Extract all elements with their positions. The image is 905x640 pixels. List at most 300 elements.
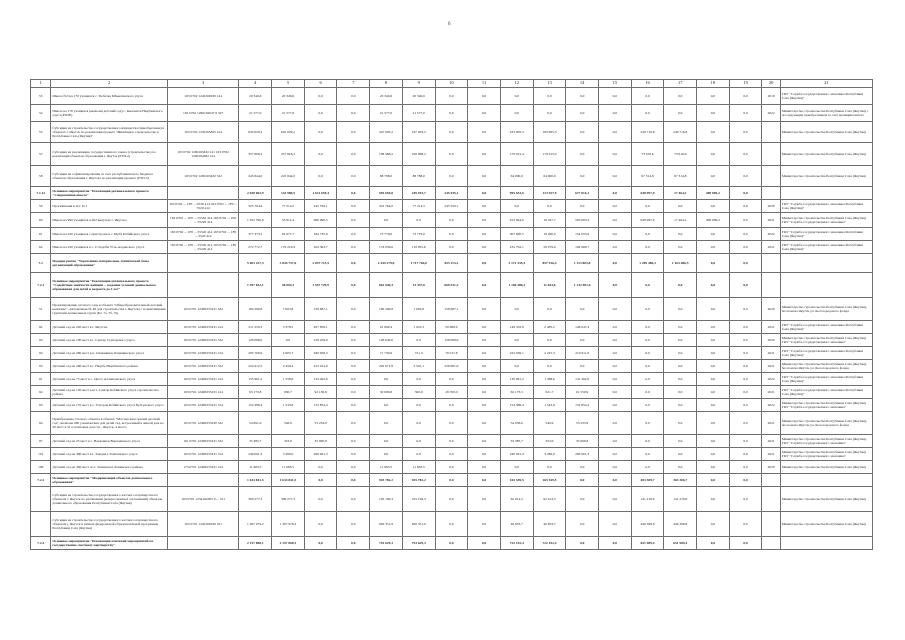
object-name-cell: Детский сад на 155 мест в с. Топорок Кобяйского улуса Булгунского улуса — [51, 399, 167, 412]
executor-cell: Министерство строительства Республики Саха (Якутия) — [780, 487, 872, 512]
amount-cell: 0,0 — [337, 122, 370, 143]
amount-cell: 17 464,2 — [664, 187, 697, 200]
amount-cell: 160 290,8 — [370, 298, 403, 321]
object-name-cell: Детский сад на 75 мест в с. Оргот Аллаиховского улуса — [51, 373, 167, 386]
amount-cell: 307 600,5 — [500, 228, 533, 241]
table-row — [31, 143, 873, 166]
object-name-cell: Субсидия на строительство государственного частного партнерства по объектам г. Якутск по реализации (концессионных соглашений) объектов дошкольного образования Республики Саха (Якутия) — [51, 487, 167, 512]
amount-cell: 0,0 — [337, 88, 370, 105]
table-row — [31, 386, 873, 399]
amount-cell: 0,0 — [566, 360, 599, 373]
amount-cell: 651 989,4 — [631, 537, 664, 550]
amount-cell: 377 373,5 — [239, 228, 272, 241]
amount-cell: 64 000,0 — [500, 166, 533, 187]
amount-cell: 0,0 — [598, 273, 631, 298]
amount-cell: 0,0 — [435, 512, 468, 537]
amount-cell: 266 901,3 — [304, 448, 337, 461]
object-name-cell: Основное мероприятие "Реализация регионального проекта "Содействие занятости женщин – создание условий дошкольного образования для детей в возрасте до 3 лет" — [51, 273, 167, 298]
amount-cell: 1 717 764,0 — [402, 254, 435, 273]
amount-cell: 0,0 — [500, 88, 533, 105]
amount-cell: 0,0 — [598, 487, 631, 512]
object-name-cell: Основное мероприятие "Реализация платежей мероприятий по государственно-частному партнерству" — [51, 537, 167, 550]
amount-cell: 77 214,5 — [402, 200, 435, 213]
amount-cell: 0,0 — [697, 386, 730, 399]
amount-cell: 128 088,0 — [239, 334, 272, 347]
amount-cell: 0,0 — [664, 461, 697, 474]
year-cell: 2021 — [762, 412, 780, 435]
amount-cell: 0,0 — [402, 399, 435, 412]
row-number-cell: 7.2.2 — [31, 474, 51, 487]
amount-cell: 0,0 — [435, 435, 468, 448]
year-cell: 2021 — [762, 213, 780, 228]
amount-cell: 245 550,1 — [304, 200, 337, 213]
amount-cell: 0,0 — [664, 88, 697, 105]
amount-cell: 0,0 — [500, 105, 533, 122]
amount-cell: 722 192,4 — [533, 537, 566, 550]
amount-cell: 1 543,8 — [272, 399, 305, 412]
amount-cell: 753 629,3 — [370, 537, 403, 550]
amount-cell: 446 398,8 — [631, 512, 664, 537]
amount-cell: 0,0 — [664, 298, 697, 321]
row-number-cell: 93 — [31, 334, 51, 347]
budget-code-cell: 163 0702 1290162047 0 327 — [167, 105, 239, 122]
amount-cell: 0,0 — [402, 448, 435, 461]
amount-cell: 0,0 — [304, 512, 337, 537]
amount-cell: 353,9 — [533, 435, 566, 448]
amount-cell: 0,0 — [533, 298, 566, 321]
budget-code-cell: 163 0701 1240P255231 514 — [167, 448, 239, 461]
amount-cell: 0,0 — [631, 88, 664, 105]
amount-cell: 104 363,7 — [304, 241, 337, 254]
object-name-cell: Основное мероприятие "Модернизация объектов дошкольного образования" — [51, 474, 167, 487]
amount-cell: 73 616,6 — [631, 143, 664, 166]
amount-cell: 0,0 — [304, 143, 337, 166]
amount-cell: 88 788,0 — [402, 166, 435, 187]
year-cell — [762, 474, 780, 487]
amount-cell: 183 905,3 — [500, 122, 533, 143]
object-name-cell: Школа на 220 учащихся с пристроем в с. Ырба Кобяйского улуса — [51, 228, 167, 241]
table-row — [31, 412, 873, 435]
amount-cell: 0,0 — [468, 105, 501, 122]
amount-cell: 546,9 — [272, 412, 305, 435]
amount-cell: 0,0 — [304, 122, 337, 143]
executor-cell: Министерство строительства Республики Саха (Якутия) ГКУ "Служба государственного заказчика" — [780, 448, 872, 461]
executor-cell: ГКУ "Служба государственного заказчика Республики Саха (Якутия)" — [780, 200, 872, 213]
year-cell: 2022 — [762, 105, 780, 122]
amount-cell: 0,0 — [631, 386, 664, 399]
amount-cell: 659 659,8 — [370, 187, 403, 200]
amount-cell: 0,0 — [631, 399, 664, 412]
amount-cell: 179 615,4 — [500, 143, 533, 166]
column-number-cell: 3 — [167, 80, 239, 88]
amount-cell: 0,0 — [468, 412, 501, 435]
budget-code-cell: 173 0701 1240P255231 414 — [167, 461, 239, 474]
amount-cell: 0,0 — [697, 105, 730, 122]
amount-cell: 54 691,0 — [239, 412, 272, 435]
amount-cell: 2 458,4 — [272, 360, 305, 373]
amount-cell: 0,0 — [337, 254, 370, 273]
column-number-cell: 15 — [598, 80, 631, 88]
amount-cell: 0,0 — [631, 461, 664, 474]
amount-cell: 0,0 — [435, 461, 468, 474]
budget-code-cell: 163 0702 1290163432 411 163 0702 1290164382 414 — [167, 143, 239, 166]
column-number-cell: 17 — [664, 80, 697, 88]
column-number-cell: 12 — [500, 80, 533, 88]
budget-code-cell — [167, 273, 239, 298]
amount-cell: 0,0 — [468, 448, 501, 461]
amount-cell: 0,0 — [729, 435, 762, 448]
amount-cell: 0,0 — [729, 487, 762, 512]
amount-cell: 7 603,8 — [272, 298, 305, 321]
amount-cell: 0,0 — [598, 386, 631, 399]
amount-cell: 0,0 — [337, 334, 370, 347]
column-number-cell: 14 — [566, 80, 599, 88]
amount-cell: 0,0 — [566, 200, 599, 213]
amount-cell: 0,0 — [337, 386, 370, 399]
amount-cell: 0,0 — [337, 241, 370, 254]
object-name-cell: Школа на 220 учащихся в с. Сттероби Усть-Алданского улуса — [51, 241, 167, 254]
amount-cell: 0,0 — [697, 373, 730, 386]
amount-cell: 197 003,2 — [402, 122, 435, 143]
amount-cell: 0,0 — [304, 166, 337, 187]
year-cell: 2022 — [762, 399, 780, 412]
object-name-cell: Основное мероприятие "Реализация регионального проекта "Современная школа" — [51, 187, 167, 200]
amount-cell: 92 138,8 — [304, 386, 337, 399]
amount-cell: 20 340,6 — [402, 88, 435, 105]
amount-cell: 1 022,3 — [402, 321, 435, 334]
amount-cell: 0,0 — [468, 347, 501, 360]
amount-cell: 220 981,0 — [435, 360, 468, 373]
amount-cell: 33 812,4 — [272, 213, 305, 228]
amount-cell: 290 958,3 — [304, 347, 337, 360]
amount-cell: 0,0 — [402, 373, 435, 386]
executor-cell: Министерство строительства Республики Саха (Якутия) — [780, 512, 872, 537]
amount-cell: 0,0 — [468, 241, 501, 254]
amount-cell: 0,0 — [697, 512, 730, 537]
amount-cell: 152 854,4 — [566, 399, 599, 412]
budget-code-cell: 163 0701 1240P255231 414 — [167, 321, 239, 334]
executor-cell: ГКУ "Служба государственного заказчика Республики Саха (Якутия)" — [780, 228, 872, 241]
amount-cell: 0,0 — [729, 200, 762, 213]
amount-cell: 353,9 — [272, 435, 305, 448]
object-name-cell: Приобретение готового объекта в объекте "Мастерская горячей детский сад", включая 260 ученических для детей сад, встроенный в жилой дом на 50 мест в 51 п пантовых для стр., Якутск, 4 место — [51, 412, 167, 435]
budget-code-cell — [167, 474, 239, 487]
amount-cell: 0,0 — [697, 200, 730, 213]
amount-cell: 0,0 — [729, 213, 762, 228]
amount-cell: 0,0 — [435, 88, 468, 105]
amount-cell: 820 351,9 — [402, 512, 435, 537]
amount-cell: 123 927,9 — [533, 187, 566, 200]
amount-cell: 0,0 — [468, 88, 501, 105]
year-cell: 2021 — [762, 321, 780, 334]
object-name-cell: Школа №3 на 170 учащихся с. Тюбетка Ыбыкгинского улуса — [51, 88, 167, 105]
amount-cell: 1 307 979,2 — [272, 512, 305, 537]
amount-cell: 158 687,1 — [435, 298, 468, 321]
table-row — [31, 273, 873, 298]
amount-cell: 0,0 — [598, 228, 631, 241]
amount-cell: 119 855,6 — [402, 241, 435, 254]
amount-cell: 64 000,0 — [533, 166, 566, 187]
column-number-cell: 5 — [272, 80, 305, 88]
object-name-cell: Подпрограмма "Укрепление материально-технической базы организаций образования" — [51, 254, 167, 273]
budget-code-cell: 163 0701 1240P255231 522 — [167, 360, 239, 373]
amount-cell: 0,0 — [664, 373, 697, 386]
executor-cell — [780, 254, 872, 273]
budget-code-cell: 163 0702 1230165825 414 — [167, 122, 239, 143]
amount-cell: 249 716,8 — [631, 122, 664, 143]
amount-cell: 62 914,5 — [533, 487, 566, 512]
budget-code-cell — [167, 537, 239, 550]
year-cell: 2021 — [762, 448, 780, 461]
amount-cell: 54 058,0 — [500, 412, 533, 435]
table-row — [31, 200, 873, 213]
amount-cell: 0,0 — [370, 373, 403, 386]
amount-cell: 240 091,3 — [500, 448, 533, 461]
amount-cell: 2 172 335,3 — [500, 254, 533, 273]
amount-cell: 93 170,8 — [239, 386, 272, 399]
amount-cell: 0,0 — [500, 360, 533, 373]
amount-cell: 19 400,0 — [533, 228, 566, 241]
amount-cell: 0,0 — [729, 334, 762, 347]
amount-cell: 0,0 — [468, 200, 501, 213]
amount-cell: 2 038 063,9 — [239, 187, 272, 200]
amount-cell: 0,0 — [435, 166, 468, 187]
amount-cell: 0,0 — [729, 448, 762, 461]
amount-cell: 0,0 — [598, 187, 631, 200]
table-row — [31, 241, 873, 254]
table-row — [31, 537, 873, 550]
amount-cell: 0,0 — [598, 412, 631, 435]
amount-cell: 0,0 — [664, 321, 697, 334]
amount-cell: 1 368,6 — [533, 373, 566, 386]
budget-code-cell — [167, 254, 239, 273]
amount-cell: 3 844 757,6 — [272, 254, 305, 273]
amount-cell: 645 629,2 — [272, 122, 305, 143]
amount-cell: 148 047,4 — [566, 321, 599, 334]
amount-cell: 2 905,7 — [272, 347, 305, 360]
amount-cell: 0,0 — [370, 213, 403, 228]
year-cell — [762, 166, 780, 187]
amount-cell: 0,0 — [729, 474, 762, 487]
amount-cell: 105 199,3 — [402, 487, 435, 512]
amount-cell: 0,0 — [468, 213, 501, 228]
amount-cell: 483 309,7 — [631, 474, 664, 487]
object-name-cell: Субсидия на софинансирование за счет республиканского бюджета объектов образования г. Якутска по реализации проекта (РТП-3) — [51, 166, 167, 187]
amount-cell: 61 690,4 — [370, 321, 403, 334]
budget-code-cell: 163 0701 1240P255230 522 — [167, 412, 239, 435]
amount-cell: 73 776,0 — [402, 228, 435, 241]
amount-cell: 165 549,5 — [533, 474, 566, 487]
column-number-cell: 16 — [631, 80, 664, 88]
object-name-cell: Субсидия на реализацию государственного заказа (строительство) по реализации объектов образования г. Якутск (РТП-2) — [51, 143, 167, 166]
amount-cell: 0,0 — [566, 512, 599, 537]
amount-cell: 30 606,8 — [370, 386, 403, 399]
amount-cell: 1 113 803,8 — [566, 254, 599, 273]
column-number-cell: 9 — [402, 80, 435, 88]
amount-cell: 0,0 — [468, 321, 501, 334]
row-number-cell: 92 — [31, 386, 51, 399]
amount-cell: 0,0 — [729, 461, 762, 474]
executor-cell — [780, 273, 872, 298]
amount-cell: 0,0 — [729, 298, 762, 321]
amount-cell: 0,0 — [631, 448, 664, 461]
amount-cell: 245 844,0 — [239, 166, 272, 187]
amount-cell: 0,0 — [337, 228, 370, 241]
amount-cell: 222 036,1 — [500, 347, 533, 360]
amount-cell: 309 277,3 — [272, 487, 305, 512]
executor-cell: Министерство строительства Республики Саха (Якутия) — [780, 166, 872, 187]
executor-cell: ГКУ "Служба государственного заказчика Республики Саха (Якутия)" — [780, 373, 872, 386]
amount-cell: 134 492,6 — [304, 373, 337, 386]
amount-cell: 0,0 — [337, 321, 370, 334]
amount-cell: 0,0 — [598, 373, 631, 386]
amount-cell: 986 990,5 — [304, 213, 337, 228]
amount-cell: 661 040,3 — [370, 273, 403, 298]
amount-cell: 141 218,6 — [664, 487, 697, 512]
row-number-cell: 57 — [31, 143, 51, 166]
amount-cell: 845 629,2 — [239, 122, 272, 143]
row-number-cell: 62 — [31, 241, 51, 254]
amount-cell: 0,0 — [697, 461, 730, 474]
year-cell — [762, 143, 780, 166]
amount-cell: 61 550,9 — [566, 386, 599, 399]
amount-cell: 30 092,2 — [272, 273, 305, 298]
amount-cell: 0,0 — [435, 412, 468, 435]
year-cell: 2020 — [762, 461, 780, 474]
row-number-cell: 58 — [31, 166, 51, 187]
amount-cell: 0,0 — [631, 412, 664, 435]
amount-cell: 2 157 808,1 — [239, 537, 272, 550]
column-number-cell: 8 — [370, 80, 403, 88]
amount-cell: 59 079,6 — [533, 241, 566, 254]
amount-cell: 0,0 — [598, 143, 631, 166]
amount-cell: 2 591,1 — [402, 360, 435, 373]
amount-cell: 0,0 — [664, 347, 697, 360]
executor-cell: Министерство строительства Республики Саха (Якутия), без поиска Якутск-ул. Кологородского фонда — [780, 412, 872, 435]
year-cell: 2021 — [762, 360, 780, 373]
amount-cell: 0,0 — [337, 474, 370, 487]
amount-cell: 0,0 — [435, 399, 468, 412]
amount-cell: 0,0 — [697, 298, 730, 321]
amount-cell: 184 735,9 — [304, 228, 337, 241]
amount-cell: 92 677,7 — [272, 228, 305, 241]
executor-cell: Министерство строительства Республики Саха (Якутия) — [780, 122, 872, 143]
year-cell: 2022 — [762, 373, 780, 386]
table-row — [31, 298, 873, 321]
amount-cell: 660 531,2 — [435, 273, 468, 298]
amount-cell: 1 543,8 — [533, 399, 566, 412]
row-number-cell: 7.2.3 — [31, 537, 51, 550]
year-cell — [762, 187, 780, 200]
amount-cell: 0,0 — [598, 321, 631, 334]
row-number-cell: 7.1.12 — [31, 187, 51, 200]
year-cell: 2021 — [762, 347, 780, 360]
amount-cell: 35 385,7 — [500, 435, 533, 448]
column-number-cell: 20 — [762, 80, 780, 88]
amount-cell: 0,0 — [697, 448, 730, 461]
amount-cell: 3 289,0 — [272, 448, 305, 461]
amount-cell: 97 314,8 — [631, 166, 664, 187]
year-cell: 2021 — [762, 386, 780, 399]
amount-cell: 0,0 — [435, 474, 468, 487]
column-number-cell: 18 — [697, 80, 730, 88]
row-number-cell: 54 — [31, 105, 51, 122]
page-number: 6 — [448, 22, 451, 27]
amount-cell: 245 045,1 — [435, 187, 468, 200]
amount-cell: 1 163 486,3 — [664, 254, 697, 273]
amount-cell: 0,0 — [664, 105, 697, 122]
object-name-cell: Прогимназия в пгт. П-1 — [51, 200, 167, 213]
table-row — [31, 254, 873, 273]
amount-cell: 0,0 — [402, 213, 435, 228]
amount-cell: 11 663,5 — [239, 461, 272, 474]
budget-code-cell: 163 0702 ... 1F0 ... 55520 414 163 0702 ... 1F0 ... 5520 414 — [167, 228, 239, 241]
amount-cell: 219 911,0 — [566, 347, 599, 360]
column-number-cell: 7 — [337, 80, 370, 88]
year-cell: 2020 — [762, 334, 780, 347]
table-row — [31, 448, 873, 461]
year-cell — [762, 122, 780, 143]
amount-cell: 0,0 — [598, 448, 631, 461]
row-number-cell: 61 — [31, 228, 51, 241]
amount-cell: 179 615,4 — [533, 143, 566, 166]
amount-cell: 0,0 — [468, 122, 501, 143]
amount-cell: 0,0 — [566, 122, 599, 143]
amount-cell: 0,0 — [729, 537, 762, 550]
amount-cell: 158 687,1 — [304, 298, 337, 321]
table-row — [31, 105, 873, 122]
amount-cell: 130 961,2 — [500, 373, 533, 386]
executor-cell: Министерство строительства Республики Саха (Якутия) — [780, 461, 872, 474]
executor-cell: Министерство строительства Республики Саха (Якутия). ГКУ "Служба государственного заказчика" — [780, 435, 872, 448]
amount-cell: 930,7 — [272, 386, 305, 399]
amount-cell: 0,0 — [337, 298, 370, 321]
amount-cell: 0,0 — [697, 399, 730, 412]
amount-cell: 0,0 — [729, 386, 762, 399]
amount-cell: 0,0 — [337, 448, 370, 461]
amount-cell: 721,3 — [402, 347, 435, 360]
amount-cell: 0,0 — [435, 105, 468, 122]
amount-cell: 40 853,7 — [500, 512, 533, 537]
amount-cell: 0,0 — [337, 347, 370, 360]
budget-code-cell: 163 0701 1240P255231 414 — [167, 347, 239, 360]
amount-cell: 0,0 — [468, 474, 501, 487]
year-cell — [762, 487, 780, 512]
budget-code-cell: 163 0701 1240P255231 522 — [167, 334, 239, 347]
amount-cell: 0,0 — [337, 487, 370, 512]
amount-cell: 62 173,5 — [500, 386, 533, 399]
amount-cell: 0,0 — [304, 537, 337, 550]
amount-cell: 97 314,8 — [664, 166, 697, 187]
amount-cell: 0,0 — [598, 122, 631, 143]
row-number-cell: 95 — [31, 360, 51, 373]
amount-cell: 0,0 — [729, 512, 762, 537]
amount-cell: 0,0 — [304, 474, 337, 487]
amount-cell: 0,0 — [566, 537, 599, 550]
amount-cell: 160 290,8 — [239, 298, 272, 321]
amount-cell: 0,0 — [337, 200, 370, 213]
amount-cell: 0,0 — [435, 122, 468, 143]
row-number-cell: 92 — [31, 321, 51, 334]
amount-cell: 753 629,3 — [402, 537, 435, 550]
amount-cell: 0,0 — [697, 143, 730, 166]
amount-cell: 0,0 — [337, 461, 370, 474]
table-row — [31, 187, 873, 200]
amount-cell: 0,0 — [370, 412, 403, 435]
amount-cell: 35 000,8 — [566, 435, 599, 448]
amount-cell: 0,0 — [337, 512, 370, 537]
amount-cell: 0,0 — [729, 241, 762, 254]
